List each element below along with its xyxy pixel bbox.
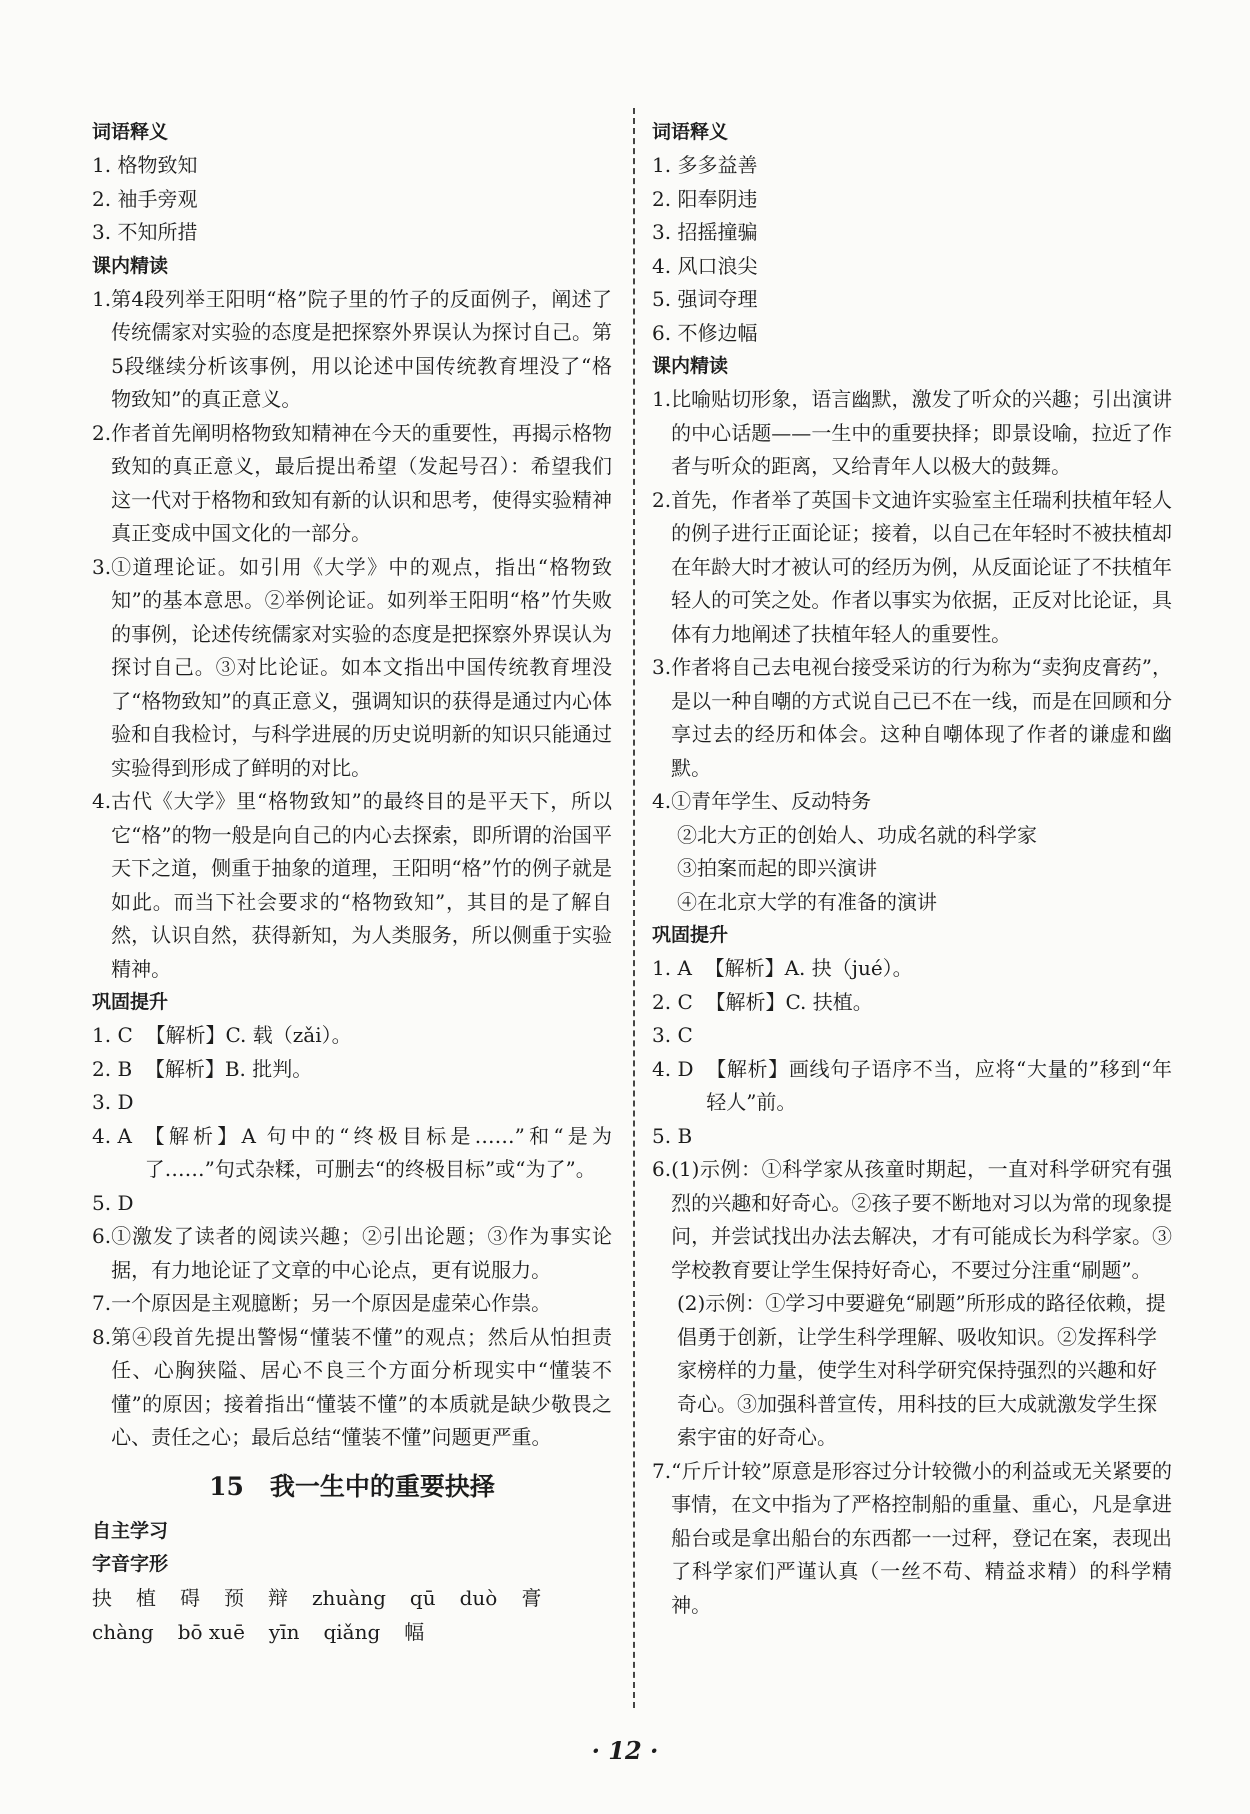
- reading-item: 2. 作者首先阐明格物致知精神在今天的重要性，再揭示格物致知的真正意义，最后提出希望（发起号召）：希望我们这一代对于格物和致知有新的认识和思考，使得实验精神真正变成中国文化的一部分。: [92, 420, 612, 545]
- reading-item: 4. ①青年学生、反动特务: [652, 789, 872, 813]
- lesson-name: 我一生中的重要抉择: [269, 1471, 495, 1501]
- reading-item: 1. 第4段列举王阳明“格”院子里的竹子的反面例子，阐述了传统儒家对实验的态度是把探察外界误认为探讨自己。第5段继续分析该事例，用以论述中国传统教育埋没了“格物致知”的真正意义。: [92, 286, 612, 411]
- answer-item: 6. (1)示例：①科学家从孩童时期起，一直对科学研究有强烈的兴趣和好奇心。②孩子要不断地对习以为常的现象提问，并尝试找出办法去解决，才有可能成长为科学家。③学校教育要让学生保持好奇心，不要过分注重“刷题”。: [652, 1157, 1172, 1282]
- reading-item: 3. 作者将自己去电视台接受采访的行为称为“卖狗皮膏药”，是以一种自嘲的方式说自己已不在一线，而是在回顾和分享过去的经历和体会。这种自嘲体现了作者的谦虚和幽默。: [652, 655, 1172, 780]
- answer-item: 2. B 【解析】B. 批判。: [92, 1056, 313, 1081]
- answer-subitem: (2)示例：①学习中要避免“刷题”所形成的路径依赖，提倡勇于创新，让学生科学理解、吸收知识。②发挥科学家榜样的力量，使学生对科学研究保持强烈的兴趣和好奇心。③加强科普宣传，用科技的巨大成就激发学生探索宇宙的好奇心。: [677, 1291, 1166, 1449]
- vocab-item: 3. 招摇撞骗: [652, 220, 758, 244]
- left-column: [92, 116, 612, 1649]
- answer-item: 4. D 【解析】画线句子语序不当，应将“大量的”移到“年轻人”前。: [652, 1056, 1172, 1114]
- answer-item: 7. 一个原因是主观臆断；另一个原因是虚荣心作祟。: [92, 1291, 552, 1315]
- vocab-item: 5. 强词夺理: [652, 287, 758, 311]
- vocab-item: 1. 多多益善: [652, 153, 758, 177]
- answer-item: 1. C 【解析】C. 载（zǎi）。: [92, 1023, 352, 1047]
- answer-item: 1. A 【解析】A. 抉（jué）。: [652, 956, 913, 980]
- column-divider: [633, 108, 635, 1708]
- reading-item: 3. ①道理论证。如引用《大学》中的观点，指出“格物致知”的基本意思。②举例论证。如列举王阳明“格”竹失败的事例，论述传统儒家对实验的态度是把探察外界误认为探讨自己。③对比论证。如本文指出中国传统教育埋没了“格物致知”的真正意义，强调知识的获得是通过内心体验和自我检讨，与科学进展的历史说明新的知识只能通过实验得到形成了鲜明的对比。: [92, 554, 612, 780]
- chars-row-1: 抉 植 碍 预 辩 zhuàng qū duò 膏: [92, 1585, 542, 1610]
- lesson-title: [92, 1469, 612, 1505]
- vocab-item: 6. 不修边幅: [652, 320, 758, 345]
- vocab-heading: 词语释义: [92, 121, 169, 143]
- reading-subitem: ②北大方正的创始人、功成名就的科学家: [677, 822, 1037, 847]
- answer-item: 5. D: [92, 1190, 134, 1215]
- consolidate-heading: 巩固提升: [652, 924, 729, 946]
- answer-item: 5. B: [652, 1123, 693, 1148]
- right-column: [652, 116, 1172, 1622]
- vocab-item: 2. 阳奉阴违: [652, 186, 758, 211]
- consolidate-heading: 巩固提升: [92, 991, 169, 1013]
- self-study-heading: 自主学习: [92, 1519, 169, 1542]
- answer-item: 7. “斤斤计较”原意是形容过分计较微小的利益或无关紧要的事情，在文中指为了严格控制船的重量、重心，凡是拿进船台或是拿出船台的东西都一一过秤，登记在案，表现出了科学家们严谨认真（一丝不苟、精益求精）的科学精神。: [652, 1458, 1172, 1617]
- reading-heading: 课内精读: [92, 254, 169, 277]
- answer-item: 8. 第④段首先提出警惕“懂装不懂”的观点；然后从怕担责任、心胸狭隘、居心不良三个方面分析现实中“懂装不懂”的原因；接着指出“懂装不懂”的本质就是缺少敬畏之心、责任之心；最后总结“懂装不懂”问题更严重。: [92, 1324, 612, 1449]
- vocab-item: 3. 不知所措: [92, 220, 198, 244]
- reading-heading: 课内精读: [652, 355, 729, 377]
- vocab-item: 4. 风口浪尖: [652, 253, 758, 278]
- reading-item: 2. 首先，作者举了英国卡文迪许实验室主任瑞利扶植年轻人的例子进行正面论证；接着，以自己在年轻时不被扶植却在年龄大时才被认可的经历为例，从反面论证了不扶植年轻人的可笑之处。作者以事实为依据，正反对比论证，具体有力地阐述了扶植年轻人的重要性。: [652, 487, 1172, 646]
- reading-item: 1. 比喻贴切形象，语言幽默，激发了听众的兴趣；引出演讲的中心话题——一生中的重要抉择；即景设喻，拉近了作者与听众的距离，又给青年人以极大的鼓舞。: [652, 387, 1172, 478]
- answer-item: 6. ①激发了读者的阅读兴趣；②引出论题；③作为事实论据，有力地论证了文章的中心论点，更有说服力。: [92, 1224, 612, 1282]
- answer-item: 2. C 【解析】C. 扶植。: [652, 989, 873, 1014]
- page-number: · 12 ·: [591, 1736, 659, 1765]
- reading-subitem: ③拍案而起的即兴演讲: [677, 856, 877, 880]
- answer-item: 4. A 【解析】A 句中的“终极目标是……”和“是为了……”句式杂糅，可删去“的终极目标”或“为了”。: [92, 1123, 612, 1181]
- answer-item: 3. D: [92, 1090, 134, 1114]
- reading-subitem: ④在北京大学的有准备的演讲: [677, 889, 937, 914]
- pronunciation-heading: 字音字形: [92, 1552, 169, 1575]
- lesson-number: 15: [209, 1471, 244, 1501]
- answer-item: 3. C: [652, 1023, 693, 1047]
- chars-row-2: chàng bō xuē yīn qiǎng 幅: [92, 1619, 425, 1644]
- vocab-item: 1. 格物致知: [92, 153, 198, 177]
- vocab-item: 2. 袖手旁观: [92, 186, 198, 211]
- vocab-heading: 词语释义: [652, 121, 729, 143]
- reading-item: 4. 古代《大学》里“格物致知”的最终目的是平天下，所以它“格”的物一般是向自己的内心去探索，即所谓的治国平天下之道，侧重于抽象的道理，王阳明“格”竹的例子就是如此。而当下社会要求的“格物致知”，其目的是了解自然，认识自然，获得新知，为人类服务，所以侧重于实验精神。: [92, 789, 612, 981]
